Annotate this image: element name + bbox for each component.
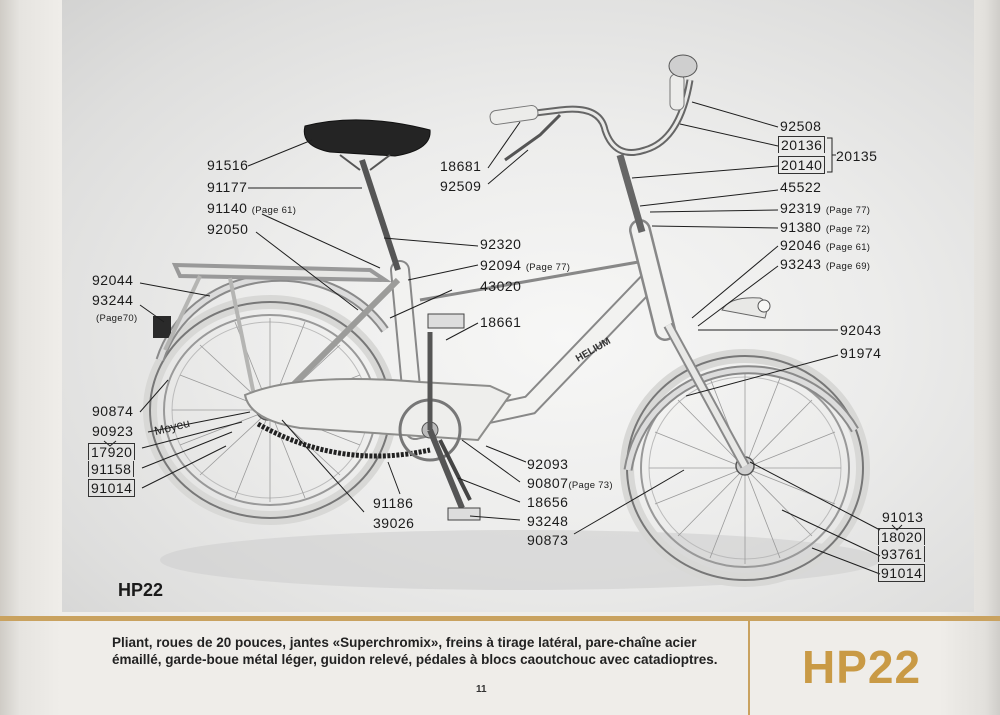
part-number-91158: 91158 <box>88 461 134 477</box>
chain-guard <box>245 379 510 440</box>
footer-rule <box>0 616 1000 621</box>
part-number-17920: 17920 <box>88 443 135 460</box>
footer-divider <box>748 621 750 715</box>
page-number: 11 <box>476 684 487 695</box>
part-number-seat-clamp: 91140 (Page 61) <box>207 200 297 216</box>
part-number-18020: 18020 <box>878 528 925 545</box>
part-number-headlamp: 93243 (Page 69) <box>780 256 871 272</box>
handlebar-stem <box>620 155 642 232</box>
part-number-pedal: 18661 <box>480 314 522 330</box>
part-number-92319: 92319 (Page 77) <box>780 200 871 216</box>
part-number-saddle: 91516 <box>207 157 249 173</box>
part-number-fork: 91974 <box>840 345 882 361</box>
part-number-headset: 91380 (Page 72) <box>780 219 871 235</box>
part-number-seat-post: 91177 <box>207 179 248 195</box>
hub-label: Moyeu <box>152 415 192 439</box>
part-number-39026: 39026 <box>373 515 415 531</box>
part-number-92320: 92320 <box>480 236 522 252</box>
part-number-bell: 92508 <box>780 118 822 134</box>
part-number-rear-hub: 90923 <box>92 423 134 439</box>
part-number-chainring: 90807(Page 73) <box>527 475 613 491</box>
part-number-kickstand: 18656 <box>527 494 569 510</box>
part-number-front-rim: 90873 <box>527 532 569 548</box>
part-number-rear-rim: 91014 <box>88 479 135 497</box>
left-grip <box>489 105 538 126</box>
part-number-spokes: 93761 <box>878 546 925 562</box>
pedal-right <box>428 314 464 328</box>
part-number-front-mudguard: 92043 <box>840 322 882 338</box>
seat-post <box>362 160 398 270</box>
part-number-chain: 91186 <box>373 495 414 511</box>
bell <box>669 55 697 77</box>
rear-reflector <box>153 316 171 338</box>
model-description: Pliant, roues de 20 pouces, jantes «Superchromix», freins à tirage latéral, pare-chaîne acier émaillé, garde-boue métal léger, guidon relevé, pédales à blocs caoutchouc avec catadioptres. <box>112 635 718 667</box>
saddle <box>304 120 430 156</box>
part-number-92050: 92050 <box>207 221 249 237</box>
part-number-pedal-block: 93248 <box>527 513 569 529</box>
part-number-grip: 18681 <box>440 158 482 174</box>
part-number-92094: 92094 (Page 77) <box>480 257 571 273</box>
part-number-rear-mudguard: 90874 <box>92 403 134 419</box>
part-number-20140: 20140 <box>778 156 825 174</box>
part-number-stem: 45522 <box>780 179 822 195</box>
part-number-brake-lever: 92509 <box>440 178 482 194</box>
front-wheel <box>627 356 863 580</box>
part-number-43020: 43020 <box>480 278 522 294</box>
part-number-92046: 92046 (Page 61) <box>780 237 871 253</box>
part-number-92093: 92093 <box>527 456 569 472</box>
page-ref-93244: (Page70) <box>96 313 138 324</box>
part-number-front-hub: 91013 <box>882 509 924 525</box>
frame-brand-decal: HELIUM <box>574 335 613 365</box>
part-number-20136: 20136 <box>778 136 825 153</box>
pedal-left <box>448 508 480 520</box>
part-number-reflector: 93244 <box>92 292 134 308</box>
part-number-front-tire: 91014 <box>878 564 925 582</box>
part-number-handlebar-set: 20135 <box>836 148 878 164</box>
model-label-photo: HP22 <box>118 580 164 600</box>
model-title: HP22 <box>802 641 922 693</box>
right-grip <box>670 74 684 110</box>
part-number-rack: 92044 <box>92 272 134 288</box>
